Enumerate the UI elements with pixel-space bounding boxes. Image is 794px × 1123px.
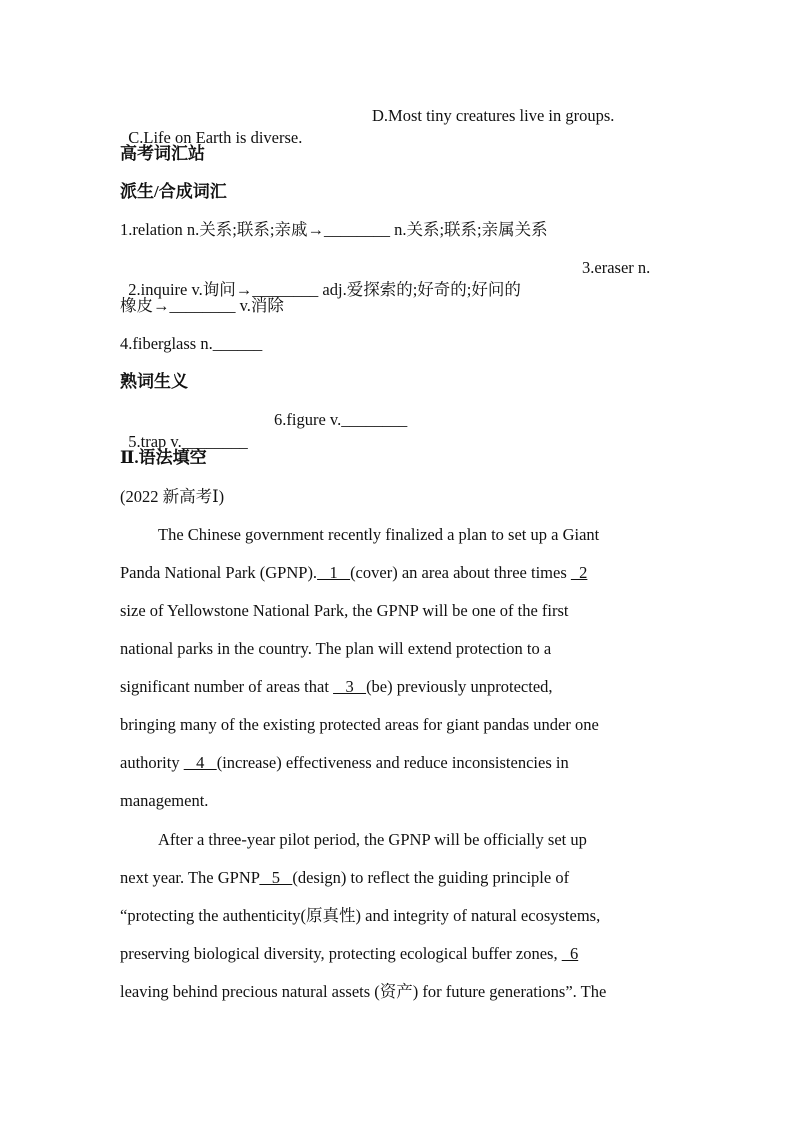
p1-line-3: size of Yellowstone National Park, the GPNP will be one of the first	[120, 601, 569, 620]
blank-6: 6	[561, 944, 579, 963]
p1-line-2: Panda National Park (GPNP). 1 (cover) an area about three times 2	[120, 563, 588, 582]
vocab-item-4: 4.fiberglass n.______	[120, 334, 263, 353]
p1-line-7: authority 4 (increase) effectiveness and reduce inconsistencies in	[120, 753, 569, 772]
blank-5: 5	[259, 868, 293, 887]
vocab-item-6: 6.figure v.________	[274, 410, 408, 429]
p2-line-3: “protecting the authenticity(原真性) and integrity of natural ecosystems,	[120, 906, 601, 925]
vocab-heading: 高考词汇站	[120, 144, 205, 163]
vocab-item-5: 5.trap v.________	[128, 432, 248, 451]
option-c: C.Life on Earth is diverse.	[128, 128, 303, 147]
p2-line-1: After a three-year pilot period, the GPNP will be officially set up	[158, 830, 587, 849]
blank-3: 3	[333, 677, 367, 696]
vocab-new-meaning-heading: 熟词生义	[120, 372, 188, 391]
blank-1: 1	[317, 563, 351, 582]
p1-line-5: significant number of areas that 3 (be) previously unprotected,	[120, 677, 553, 696]
option-d: D.Most tiny creatures live in groups.	[372, 106, 615, 125]
grammar-source: (2022 新高考Ⅰ)	[120, 487, 225, 506]
p2-line-2: next year. The GPNP 5 (design) to reflect the guiding principle of	[120, 868, 570, 887]
p1-line-1: The Chinese government recently finalized a plan to set up a Giant	[158, 525, 600, 544]
blank-2: 2	[570, 563, 588, 582]
vocab-item-1: 1.relation n.关系;联系;亲戚→________ n.关系;联系;亲属关系	[120, 220, 548, 239]
p1-line-8: management.	[120, 791, 209, 810]
p1-line-4: national parks in the country. The plan will extend protection to a	[120, 639, 552, 658]
vocab-item-3b: 橡皮→________ v.消除	[120, 296, 284, 315]
p2-line-4: preserving biological diversity, protecting ecological buffer zones, 6	[120, 944, 579, 963]
grammar-heading: Ⅱ.语法填空	[120, 448, 207, 467]
p2-line-5: leaving behind precious natural assets (资产) for future generations”. The	[120, 982, 607, 1001]
vocab-derivation-heading: 派生/合成词汇	[120, 182, 227, 201]
vocab-item-2: 2.inquire v.询问→________ adj.爱探索的;好奇的;好问的	[128, 280, 521, 299]
vocab-item-3a: 3.eraser n.	[582, 258, 651, 277]
blank-4: 4	[183, 753, 217, 772]
p1-line-6: bringing many of the existing protected areas for giant pandas under one	[120, 715, 599, 734]
